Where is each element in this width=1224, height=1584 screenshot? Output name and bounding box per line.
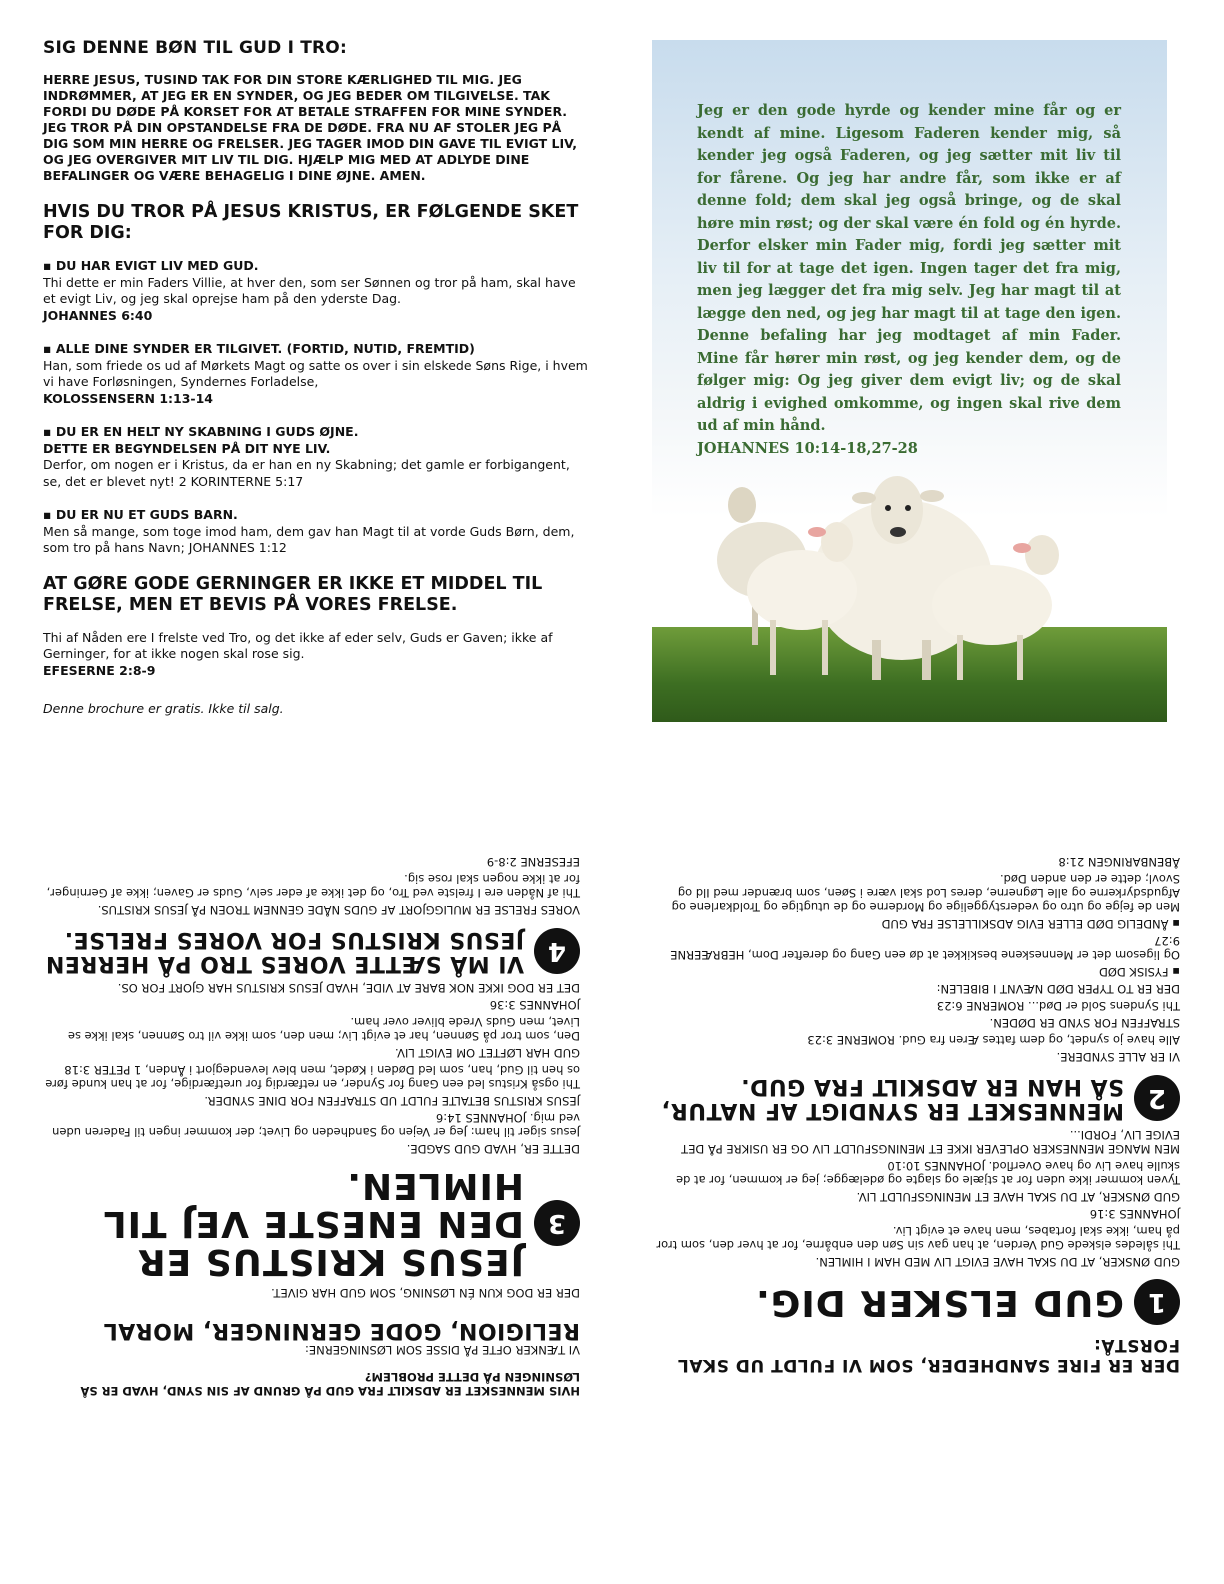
verse-block	[697, 100, 1121, 460]
item-text: Han, som friede os ud af Mørkets Magt og satte os over i sin elskede Søns Rige, i hvem vi have Forløsningen, Syndernes Forladelse,	[43, 357, 588, 389]
item-subheading: DETTE ER BEGYNDELSEN PÅ DIT NYE LIV.	[43, 440, 331, 456]
truth-2-verse: Alle have jo syndet, og dem fattes Æren fra Gud. ROMERNE 3:23	[807, 1033, 1180, 1047]
truth-3-line: DET ER DOG IKKE NOK BARE AT VIDE, HVAD JESUS KRISTUS HAR GJORT FOR OS.	[117, 981, 580, 995]
problem-intro: HVIS MENNESKET ER ADSKILT FRA GUD PÅ GRUND AF SIN SYND, HVAD ER SÅ LØSNINGEN PÅ DETTE PROBLEM?	[80, 1370, 580, 1398]
truth-3-verse: Den, som tror på Sønnen, har et evigt Liv; men den, som ikke vil tro Sønnen, skal ikke se Livet, men Guds Vrede bliver over ham.	[67, 1015, 580, 1043]
truth-2-title: MENNESKET ER SYNDIGT AF NATUR, SÅ HAN ER ADSKILT FRA GUD.	[661, 1074, 1124, 1123]
truth-1-title: GUD ELSKER DIG.	[755, 1282, 1124, 1323]
number-badge: 1	[1134, 1279, 1180, 1325]
item-heading: ▪ ALLE DINE SYNDER ER TILGIVET. (FORTID, NUTID, FREMTID)	[43, 341, 475, 356]
sheep-photo-panel	[652, 40, 1167, 722]
list-item	[43, 424, 588, 490]
item-heading: ▪ DU HAR EVIGT LIV MED GUD.	[43, 258, 259, 273]
item-text: Men så mange, som toge imod ham, dem gav han Magt til at vorde Guds Børn, dem, som tro på hans Navn; JOHANNES 1:12	[43, 523, 575, 555]
item-heading: ▪ DU ER NU ET GUDS BARN.	[43, 507, 238, 522]
truth-3-line: GUD HAR LØFTET OM EVIGT LIV.	[394, 1046, 580, 1060]
truth-2-line: VI ER ALLE SYNDERE.	[1056, 1050, 1180, 1064]
truth-4-verse: Thi af Nåden ere I frelste ved Tro, og det ikke af eder selv, Guds er Gaven; ikke af Gerninger, for at ikke nogen skal rose sig.	[46, 872, 580, 900]
truth-3-verse: Jesus siger til ham: Jeg er Vejen og Sandheden og Livet; der kommer ingen til Faderen uden ved mig. JOHANNES 14:6	[52, 1111, 580, 1139]
believe-heading: HVIS DU TROR PÅ JESUS KRISTUS, ER FØLGENDE SKET FOR DIG:	[43, 202, 579, 243]
item-text: Thi dette er min Faders Villie, at hver den, som ser Sønnen og tror på ham, skal have et evigt Liv, og jeg skal oprejse ham på den yderste Dag.	[43, 274, 576, 306]
truth-1-verse: Tyven kommer ikke uden for at stjæle og slagte og ødelægge; jeg er kommen, for at de skulle have Liv og have Overflod. JOHANNES 10:10	[675, 1159, 1180, 1187]
truth-1-line: MEN MANGE MENNESKER OPLEVER IKKE ET MENINGSFULDT LIV OG ER USIKRE PÅ DET EVIGE LIV, FORDI...	[681, 1128, 1180, 1156]
item-reference: JOHANNES 6:40	[43, 307, 153, 323]
verse-reference: JOHANNES 10:14-18,27-28	[697, 439, 918, 457]
list-item	[43, 341, 588, 407]
truth-1-verse: Thi således elskede Gud Verden, at han gav sin Søn den enbårne, for at hver den, som tror på ham, ikke skal fortabes, men have et evigt Liv.	[656, 1224, 1180, 1252]
works-verse	[43, 630, 588, 680]
prayer-heading: SIG DENNE BØN TIL GUD I TRO:	[43, 38, 347, 58]
truth-2-line: ▪ FYSISK DØD	[1098, 965, 1180, 979]
truths-1-2-panel	[652, 852, 1180, 1375]
truth-2-verse: Og ligesom det er Menneskene beskikket at dø een Gang og derefter Dom, HEBRÆERNE 9:27	[670, 934, 1180, 962]
truth-2-line: DER ER TO TYPER DØD NÆVNT I BIBELEN:	[936, 982, 1180, 996]
truth-3-reference: JOHANNES 3:36	[489, 998, 580, 1012]
number-badge: 4	[534, 928, 580, 974]
problem-intro-2: VI TÆNKER OFTE PÅ DISSE SOM LØSNINGERNE:	[304, 1343, 580, 1357]
truth-1-line: GUD ØNSKER, AT DU SKAL HAVE EVIGT LIV MED HAM I HIMLEN.	[815, 1255, 1180, 1269]
truth-3-line: JESUS KRISTUS BETALTE FULDT UD STRAFFEN FOR DINE SYNDER.	[204, 1094, 580, 1108]
brochure-footer: Denne brochure er gratis. Ikke til salg.	[43, 701, 284, 716]
truth-2-line: STRAFFEN FOR SYND ER DØDEN.	[989, 1016, 1180, 1030]
truth-1-reference: JOHANNES 3:16	[1089, 1207, 1180, 1221]
truth-4-heading	[40, 927, 580, 975]
list-item	[43, 258, 588, 324]
verse-text: Jeg er den gode hyrde og kender mine får og er kendt af mine. Ligesom Faderen kender mig, så kender jeg også Faderen, og jeg sætter mit liv til for fårene. Og jeg har andre får, som ikke er af denne fold; dem skal jeg også bringe, og de skal høre min røst; og der skal være én fold og én hyrde. Derfor elsker min Fader mig, fordi jeg sætter mit liv til for at tage det igen. Ingen tager det fra mig, men jeg lægger det fra mig selv. Jeg har magt til at lægge den ned, og jeg har magt til at tage den igen. Denne befaling har jeg modtaget af min Fader. Mine får hører min røst, og jeg kender dem, og de følger mig: Og jeg giver dem evigt liv; og de skal aldrig i evighed omkomme, og ingen skal rive dem ud af min hånd.	[697, 102, 1121, 434]
number-badge: 2	[1134, 1075, 1180, 1121]
truth-3-title: JESUS KRISTUS ER DEN ENESTE VEJ TIL HIMLEN.	[102, 1165, 524, 1282]
solutions-heading: RELIGION, GODE GERNINGER, MORAL	[103, 1318, 580, 1343]
works-heading: AT GØRE GODE GERNINGER ER IKKE ET MIDDEL TIL FRELSE, MEN ET BEVIS PÅ VORES FRELSE.	[43, 573, 543, 615]
truth-2-line: ▪ ÅNDELIG DØD ELLER EVIG ADSKILLELSE FRA GUD	[881, 917, 1180, 931]
truths-intro: DER ER FIRE SANDHEDER, SOM VI FULDT UD SKAL FORSTÅ:	[677, 1335, 1180, 1375]
truths-3-4-panel	[40, 852, 580, 1398]
item-heading: ▪ DU ER EN HELT NY SKABNING I GUDS ØJNE.	[43, 424, 359, 439]
works-text: Thi af Nåden ere I frelste ved Tro, og det ikke af eder selv, Guds er Gaven; ikke af Gerninger, for at ikke nogen skal rose sig.	[43, 629, 553, 661]
prayer-panel	[43, 38, 588, 716]
truth-4-line: VORES FRELSE ER MULIGGJORT AF GUDS NÅDE GENNEM TROEN PÅ JESUS KRISTUS.	[97, 903, 580, 917]
truth-4-reference: EFESERNE 2:8-9	[486, 855, 580, 869]
truth-2-heading	[652, 1074, 1180, 1122]
works-reference: EFESERNE 2:8-9	[43, 662, 156, 678]
list-item	[43, 507, 588, 557]
truth-1-line: GUD ØNSKER, AT DU SKAL HAVE ET MENINGSFULDT LIV.	[856, 1190, 1180, 1204]
truth-2-verse: Men de fejge og utro og vederstyggelige og Morderne og de utugtige og Troldkarlene og Afgudsdyrkerne og alle Løgnerne, deres Lod skal være i Søen, som brænder med Ild og Svovl; dette er den anden Død.	[671, 872, 1180, 914]
truth-4-title: VI MÅ SÆTTE VORES TRO PÅ HERREN JESUS KRISTUS FOR VORES FRELSE.	[45, 927, 524, 976]
item-reference: KOLOSSENSERN 1:13-14	[43, 390, 213, 406]
sheep-illustration	[652, 470, 1167, 700]
item-text: Derfor, om nogen er i Kristus, da er han en ny Skabning; det gamle er forbigangent, se, det er blevet nyt! 2 KORINTERNE 5:17	[43, 457, 570, 489]
truth-3-line: DETTE ER, HVAD GUD SAGDE.	[406, 1142, 580, 1156]
number-badge: 3	[534, 1200, 580, 1246]
one-solution: DER ER DOG KUN ÉN LØSNING, SOM GUD HAR GIVET.	[271, 1286, 580, 1300]
prayer-text: HERRE JESUS, TUSIND TAK FOR DIN STORE KÆRLIGHED TIL MIG. JEG INDRØMMER, AT JEG ER EN SYNDER, OG JEG BEDER OM TILGIVELSE. TAK FORDI DU DØDE PÅ KORSET FOR AT BETALE STRAFFEN FOR MINE SYNDER. JEG TROR PÅ DIN OPSTANDELSE FRA DE DØDE. FRA NU AF STOLER JEG PÅ DIG SOM MIN HERRE OG FRELSER. JEG TAGER IMOD DIN GAVE TIL EVIGT LIV, OG JEG OVERGIVER MIT LIV TIL DIG. HJÆLP MIG MED AT ADLYDE DINE BEFALINGER OG VÆRE BEHAGELIG I DINE ØJNE. AMEN.	[43, 72, 577, 183]
truth-3-heading	[40, 1166, 580, 1280]
truth-1-heading	[652, 1279, 1180, 1325]
truth-3-verse: Thi også Kristus led een Gang for Synder, en retfærdig for uretfærdige, for at han kunde føre os hen til Gud, han, som led Døden i Kødet, men blev levendegjort i Ånden, 1 PETER 3:18	[45, 1063, 580, 1091]
truth-2-verse: Thi Syndens Sold er Død... ROMERNE 6:23	[936, 999, 1180, 1013]
truth-2-reference: ÅBENBARINGEN 21:8	[1058, 855, 1180, 869]
